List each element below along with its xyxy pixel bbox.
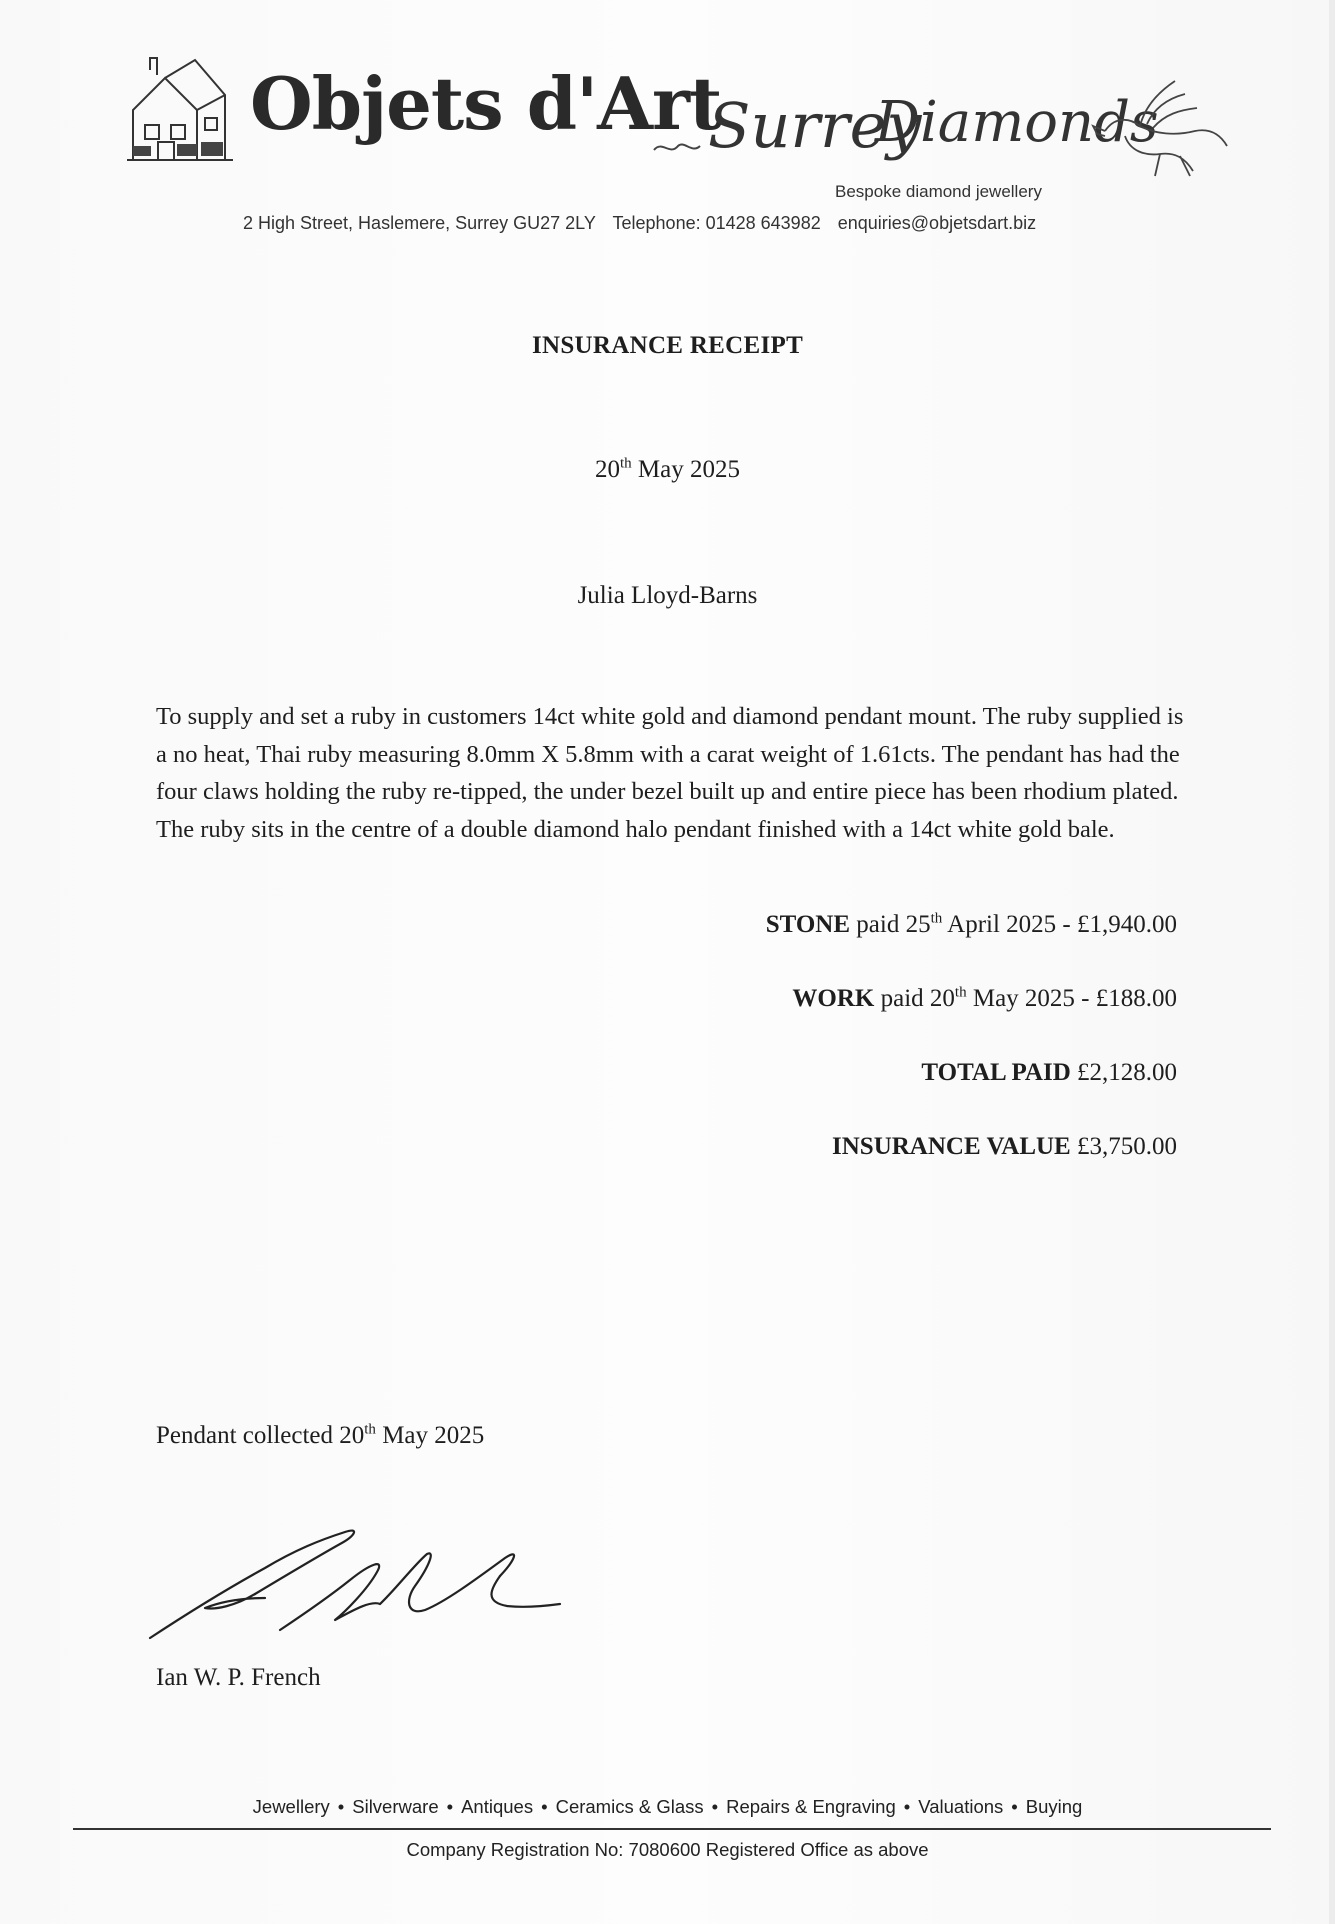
service-item: Buying bbox=[1025, 1796, 1083, 1817]
separator-dot: • bbox=[337, 1796, 345, 1817]
work-description: To supply and set a ruby in customers 14ct white gold and diamond pendant mount. The ruby supplied is a no heat, Thai ruby measuring 8.0mm X 5.8mm with a carat weight of 1.61cts. The pendant has had the four claws holding the ruby re-tipped, the under bezel built up and entire piece has been rhodium plated. The ruby sits in the centre of a double diamond halo pendant finished with a 14ct white gold bale. bbox=[156, 703, 1184, 843]
date-day: 20 bbox=[595, 456, 620, 483]
total-label: TOTAL PAID bbox=[921, 1059, 1071, 1086]
work-label: WORK bbox=[792, 985, 875, 1012]
service-item: Silverware bbox=[352, 1796, 439, 1817]
customer-name: Julia Lloyd-Barns bbox=[577, 582, 758, 609]
stone-payment bbox=[766, 911, 1177, 939]
document-title: INSURANCE RECEIPT bbox=[531, 332, 804, 359]
tagline: Bespoke diamond jewellery bbox=[835, 182, 1042, 201]
sub-brand-diamonds: Diamonds bbox=[875, 90, 1159, 155]
insurance-amount: £3,750.00 bbox=[1077, 1133, 1177, 1160]
brand-name: Objets d'Art bbox=[250, 61, 722, 146]
house-illustration bbox=[125, 50, 235, 170]
work-text-post: May 2025 - £188.00 bbox=[972, 985, 1177, 1012]
service-item: Valuations bbox=[918, 1796, 1004, 1817]
telephone: Telephone: 01428 643982 bbox=[612, 213, 821, 233]
handwritten-signature bbox=[145, 1520, 575, 1650]
letterhead bbox=[125, 50, 1235, 201]
separator-dot: • bbox=[711, 1796, 719, 1817]
signatory-name: Ian W. P. French bbox=[156, 1664, 321, 1691]
service-item: Repairs & Engraving bbox=[726, 1796, 896, 1817]
collected-pre: Pendant collected 20 bbox=[156, 1422, 365, 1449]
date-suffix: th bbox=[620, 455, 632, 472]
address: 2 High Street, Haslemere, Surrey GU27 2LY bbox=[243, 213, 596, 233]
receipt-date bbox=[0, 456, 1335, 484]
stone-label: STONE bbox=[765, 911, 851, 938]
separator-dot: • bbox=[1011, 1796, 1018, 1817]
sub-brand-surrey: Surrey bbox=[708, 89, 922, 162]
separator-dot: • bbox=[446, 1796, 454, 1817]
total-value: £2,128.00 bbox=[1077, 1059, 1177, 1086]
separator-dot: • bbox=[541, 1796, 548, 1817]
collected-suffix: th bbox=[364, 1421, 376, 1438]
insurance-label: INSURANCE VALUE bbox=[832, 1133, 1071, 1160]
date-rest: May 2025 bbox=[637, 456, 740, 483]
contact-line bbox=[243, 213, 1048, 234]
collected-post: May 2025 bbox=[382, 1422, 485, 1449]
collection-note bbox=[156, 1422, 484, 1450]
page-edge bbox=[1329, 0, 1335, 1924]
footer-divider bbox=[73, 1828, 1271, 1830]
insurance-value bbox=[832, 1133, 1177, 1161]
winged-horse-illustration bbox=[1085, 76, 1235, 186]
total-paid bbox=[921, 1059, 1177, 1087]
work-payment bbox=[792, 985, 1177, 1013]
email: enquiries@objetsdart.biz bbox=[837, 213, 1037, 233]
service-item: Ceramics & Glass bbox=[555, 1796, 704, 1817]
stone-text-post: April 2025 - £1,940.00 bbox=[947, 911, 1177, 938]
service-item: Antiques bbox=[461, 1796, 534, 1817]
ornament-swash bbox=[652, 138, 702, 158]
separator-dot: • bbox=[903, 1796, 911, 1817]
work-suffix: th bbox=[954, 984, 967, 1001]
service-item: Jewellery bbox=[252, 1796, 330, 1817]
services-list bbox=[0, 1796, 1335, 1818]
stone-text-pre: paid 25 bbox=[856, 911, 931, 938]
work-text-pre: paid 20 bbox=[880, 985, 955, 1012]
company-registration: Company Registration No: 7080600 Registered Office as above bbox=[406, 1839, 929, 1860]
stone-suffix: th bbox=[930, 910, 943, 927]
